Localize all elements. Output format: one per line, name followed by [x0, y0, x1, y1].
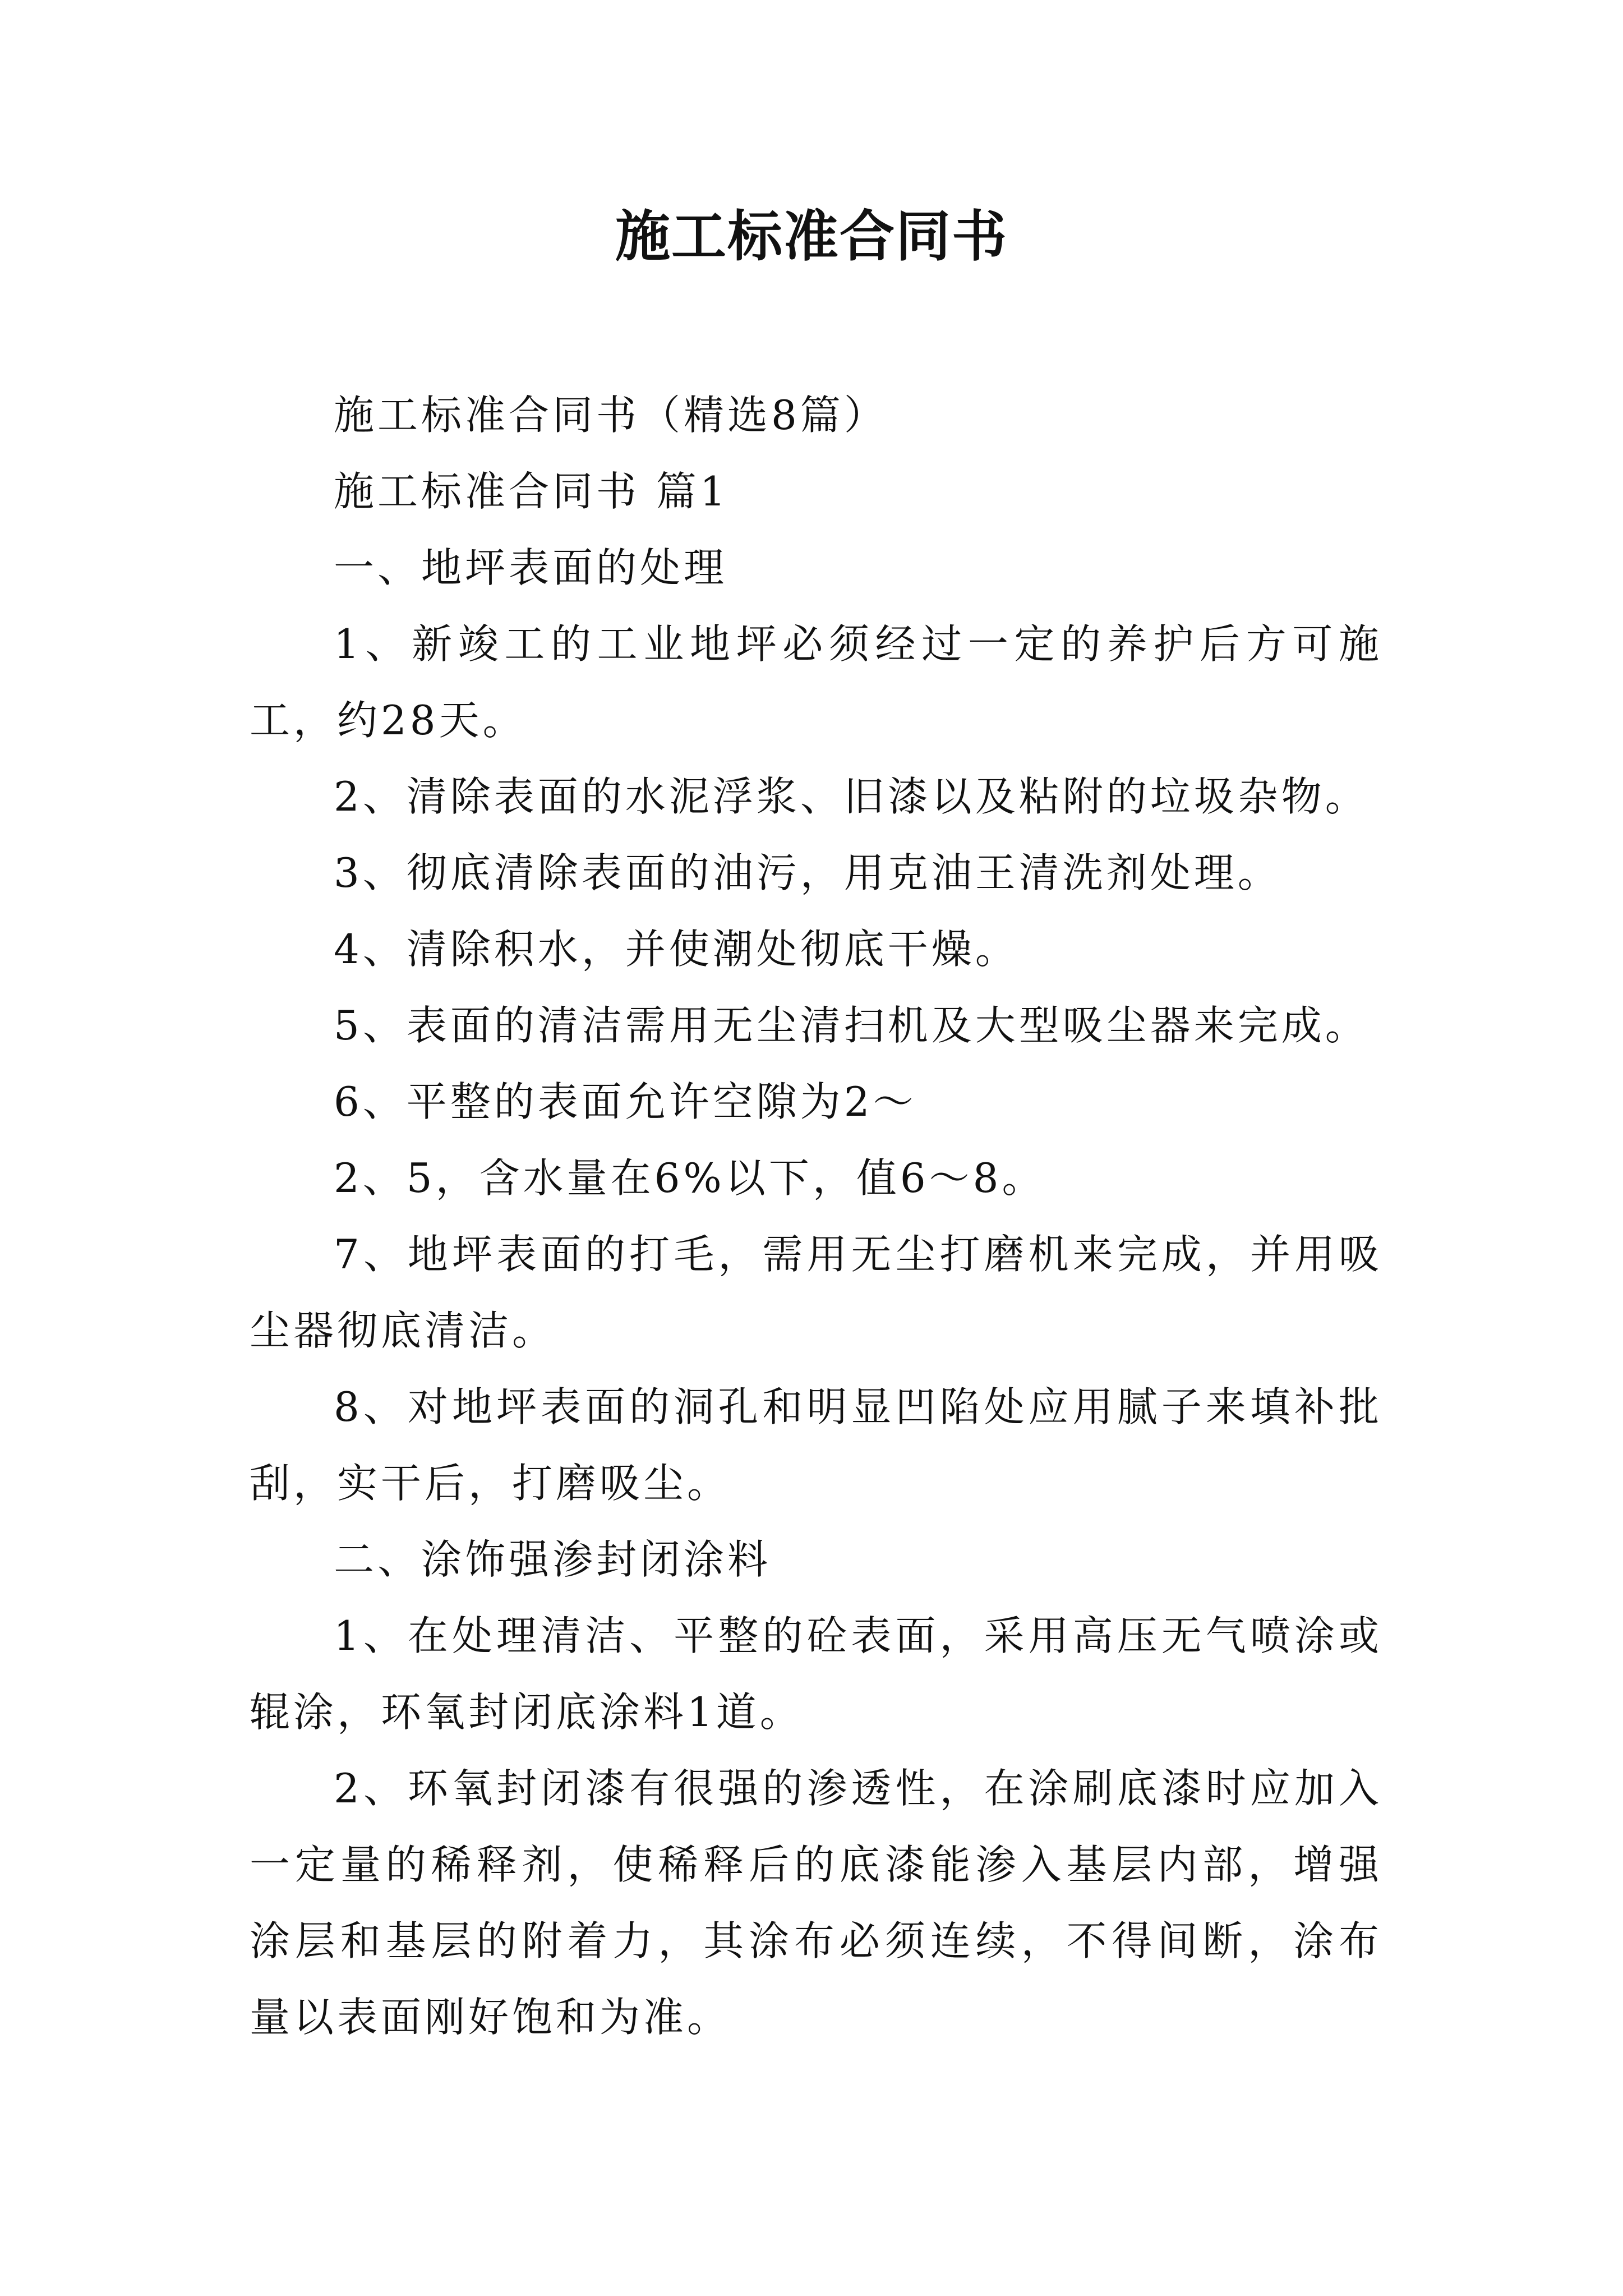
paragraph-item: 4、清除积水，并使潮处彻底干燥。: [334, 926, 1019, 973]
paragraph-item: 8、对地坪表面的洞孔和明显凹陷处应用腻子来填补批刮，实干后，打磨吸尘。: [250, 1383, 1382, 1507]
paragraph-item: 6、平整的表面允许空隙为2～: [334, 1078, 917, 1125]
paragraph-item: 1、在处理清洁、平整的砼表面，采用高压无气喷涂或辊涂，环氧封闭底涂料1道。: [250, 1612, 1382, 1736]
paragraph-section-title: 施工标准合同书 篇1: [334, 468, 729, 515]
document-body: [250, 377, 1382, 2055]
paragraph-item: 7、地坪表面的打毛，需用无尘打磨机来完成，并用吸尘器彻底清洁。: [250, 1231, 1382, 1354]
paragraph-item: 5、表面的清洁需用无尘清扫机及大型吸尘器来完成。: [334, 1002, 1369, 1049]
paragraph-item: 2、5，含水量在6%以下，值6～8。: [334, 1154, 1046, 1202]
paragraph-item: 2、清除表面的水泥浮浆、旧漆以及粘附的垃圾杂物。: [334, 773, 1369, 820]
paragraph-subheading: 二、涂饰强渗封闭涂料: [334, 1536, 772, 1583]
document-title: 施工标准合同书: [615, 204, 1008, 269]
paragraph-item: 3、彻底清除表面的油污，用克油王清洗剂处理。: [334, 849, 1281, 896]
paragraph-subheading: 一、地坪表面的处理: [334, 544, 728, 591]
paragraph-item: 2、环氧封闭漆有很强的渗透性，在涂刷底漆时应加入一定量的稀释剂，使稀释后的底漆能渗入基层内部，增强涂层和基层的附着力，其涂布必须连续，不得间断，涂布量以表面刚好饱和为准。: [250, 1765, 1382, 2041]
paragraph-item: 1、新竣工的工业地坪必须经过一定的养护后方可施工，约28天。: [250, 620, 1382, 744]
paragraph-heading: 施工标准合同书（精选8篇）: [334, 392, 888, 439]
